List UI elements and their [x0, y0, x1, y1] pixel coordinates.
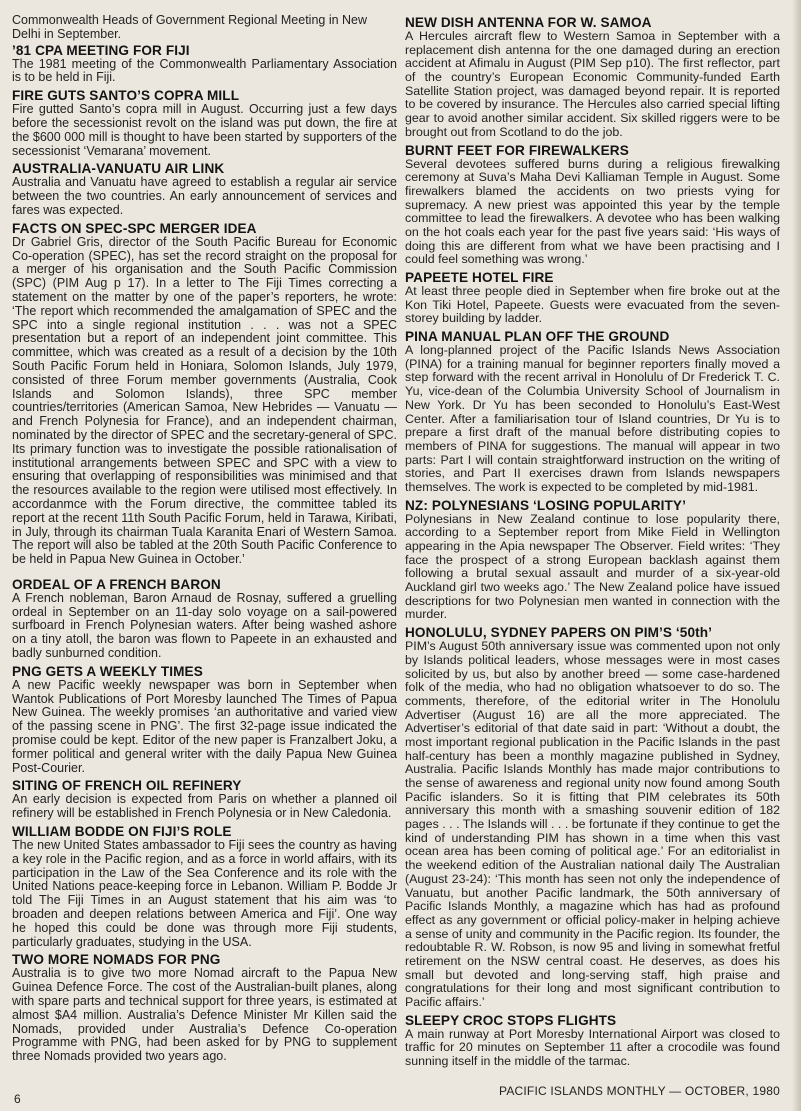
article-hotel-fire [405, 270, 780, 326]
headline: NEW DISH ANTENNA FOR W. SAMOA [405, 15, 652, 30]
article-body: An early decision is expected from Paris on whether a planned oil refinery will be established in French Polynesia or in New Caledonia. [12, 792, 397, 821]
article-copra-mill [12, 88, 397, 158]
headline: TWO MORE NOMADS FOR PNG [12, 952, 221, 968]
headline: WILLIAM BODDE ON FIJI’S ROLE [12, 824, 232, 840]
article-body: The new United States ambassador to Fiji sees the country as having a key role in the Pacific region, and as a force in world affairs, with its participation in the Law of the Sea Conference and its role with the United Nations peace-keeping force in Lebanon. William P. Bodde Jr told The Fiji Times in an August statement that his aim was ‘to broaden and deepen relations between America and Fiji’. One way he hoped this could be done was through more Fiji students, particularly graduates, studying in the USA. [12, 838, 397, 949]
right-column [405, 14, 780, 1072]
article-body: Dr Gabriel Gris, director of the South Pacific Bureau for Economic Co-operation (SPEC), has set the record straight on the proposal for a merger of his organisation and the South Pacific Commission (SPC) (PIM Aug p 17). In a letter to The Fiji Times correcting a statement on the matter by one of the paper’s reporters, he wrote: ‘The report which recommended the amalgamation of SPEC and the SPC into a single regional institution . . . was not a SPEC presentation but a report of an independent joint committee. This committee, which was created as a result of a decision by the 10th South Pacific Forum held in Honiara, Solomon Islands, July 1979, consisted of three Forum member governments (Australia, Cook Islands and Solomon Islands), three SPC member countries/territories (American Samoa, New Hebrides — Vanuatu — and French Polynesia for France), and an independent chairman, nominated by the director of SPEC and the secretary-general of SPC. Its primary function was to investigate the possible rationalisation of institutional arrangements between SPEC and SPC with a view to ensuring that overlapping of responsibilities was minimised and that the resources available to the region were utilised most effectively. In accordanmce with the Forum directive, the committee tabled its report at the recent 11th South Pacific Forum, held in Tarawa, Kiribati, in July, through its chairman Tuala Karanita Enari of Western Samoa. The report will also be tabled at the 20th South Pacific Conference to be held in Papua New Guinea in October.’ [12, 234, 397, 567]
headline: HONOLULU, SYDNEY PAPERS ON PIM’S ‘50th’ [405, 625, 713, 641]
article-body: A new Pacific weekly newspaper was born in September when Wantok Publications of Port Moresby launched The Times of Papua New Guinea. The weekly promises ‘an authoritative and varied view of the passing scene in PNG’. The first 32-page issue indicated the promise could be kept. Editor of the new paper is Franzalbert Joku, a former political and general writer with the daily Papua New Guinea Post-Courier. [12, 677, 397, 775]
article-body: Australia and Vanuatu have agreed to establish a regular air service between the two countries. An early announcement of services and fares was expected. [12, 175, 397, 217]
headline: ORDEAL OF A FRENCH BARON [12, 576, 221, 592]
article-pina-manual [405, 329, 780, 495]
article-body: Fire gutted Santo’s copra mill in August. Occurring just a few days before the secessionist revolt on the island was put down, the fire at the $600 000 mill is thought to have been started by supporters of the secessionist ‘Vemarana’ movement. [12, 102, 397, 158]
article-air-link [12, 161, 397, 217]
article-french-baron [12, 577, 397, 661]
article-body: PIM’s August 50th anniversary issue was commented upon not only by Islands political leaders, whose messages were in most cases solicited by us, but also by another breed — some case-hardened folk of the media, who had no obligation whatsoever to do so. The comments, therefore, of the editorial writer in The Honolulu Advertiser (August 16) are all the more appreciated. The Advertiser’s editorial of that date said in part: ‘Without a doubt, the most important regional publication in the Pacific Islands in the past half-century has been a monthly magazine published in Sydney, Australia. Pacific Islands Monthly has made major contributions to the sense of awareness and regional unity now found among South Pacific islanders. So it is fitting that PIM celebrates its 50th anniversary this month with a smashing souvenir edition of 182 pages . . . The Islands will . . . be fortunate if they continue to get the kind of understanding PIM has shown in a time when this vast ocean area has been coming of political age.’ For an editorialist in the weekend edition of the Australian national daily The Australian (August 23-24): ‘This month has seen not only the independence of Vanuatu, but another Pacific landmark, the 50th anniversary of Pacific Islands Monthly, a magazine which has had as profound effect as any government or official policy-maker in helping achieve a sense of unity and community in the Pacific region. Its founder, the redoubtable R. W. Robson, is now 95 and living in somewhat fretful retirement on the NSW central coast. He deserves, as does his small but devoted and long-serving staff, high praise and congratulations for their long and most significant contribution to Pacific affairs.’ [405, 639, 780, 1009]
headline: FIRE GUTS SANTO’S COPRA MILL [12, 88, 240, 104]
headline: ’81 CPA MEETING FOR FIJI [12, 42, 190, 58]
spacer [12, 570, 397, 576]
article-spec-spc-merger [12, 221, 397, 567]
article-body: Australia is to give two more Nomad aircraft to the Papua New Guinea Defence Force. The cost of the Australian-built planes, along with spare parts and technical support for three years, is estimated at almost $A4 million. Australia’s Defence Minister Mr Killen said the Nomads, provided under Australia’s Defence Co-operation Programme with PNG, had been asked for by PNG to supplement three Nomads provided two years ago. [12, 966, 397, 1064]
article-body: A Hercules aircraft flew to Western Samoa in September with a replacement dish antenna for the one damaged during an erection accident at Afimalu in August (PIM Sep p10). The first reflector, part of the country’s European Economic Community-funded Earth Satellite Station project, was damaged beyond repair. It is reported to be covered by insurance. The Hercules also carried special lifting gear to avoid another similar accident. Six skilled riggers were to be brought out from Scotland to do the job. [405, 29, 780, 139]
running-footer: PACIFIC ISLANDS MONTHLY — OCTOBER, 1980 [499, 1084, 780, 1098]
headline: BURNT FEET FOR FIREWALKERS [405, 142, 629, 158]
article-body: At least three people died in September when fire broke out at the Kon Tiki Hotel, Papeete. Guests were evacuated from the seven-storey building by ladder. [405, 284, 780, 326]
headline: PAPEETE HOTEL FIRE [405, 270, 554, 285]
headline: NZ: POLYNESIANS ‘LOSING POPULARITY’ [405, 497, 686, 513]
article-bodde-fiji [12, 824, 397, 949]
article-nz-polynesians [405, 498, 780, 623]
article-body: Polynesians in New Zealand continue to lose popularity there, according to a September report from Mike Field in Wellington appearing in the Apia newspaper The Observer. Field writes: ‘They face the prospect of a strong European backlash against them following a brutal sexual assault and murder of a six-year-old Auckland girl two weeks ago.’ The New Zealand police have issued descriptions for two Polynesian men wanted in connection with the murder. [405, 511, 780, 622]
article-body: A French nobleman, Baron Arnaud de Rosnay, suffered a gruelling ordeal in September on an 11-day solo voyage on a sail-powered surfboard in French Polynesian waters. After being washed ashore on a tiny atoll, the baron was flown to Papeete in an exhausted and badly sunburned condition. [12, 590, 397, 661]
article-firewalkers [405, 143, 780, 268]
headline: AUSTRALIA-VANUATU AIR LINK [12, 161, 225, 177]
article-body: The 1981 meeting of the Commonwealth Parliamentary Association is to be held in Fiji. [12, 56, 397, 85]
page-number: 6 [14, 1092, 21, 1106]
article-dish-antenna [405, 15, 780, 140]
article-png-weekly [12, 664, 397, 776]
article-body: A main runway at Port Moresby International Airport was closed to traffic for 20 minutes on September 11 after a crocodile was found sunning itself in the middle of the tarmac. [405, 1026, 780, 1069]
article-cpa-meeting [12, 43, 397, 86]
article-sleepy-croc [405, 1013, 780, 1069]
page-edge-shadow [792, 0, 801, 1111]
continued-text: Commonwealth Heads of Government Regional Meeting in New Delhi in September. [12, 13, 368, 41]
article-body: A long-planned project of the Pacific Islands News Association (PINA) for a training manual for beginner reporters finally moved a step forward with the recent arrival in Honolulu of Dr Frederick T. C. Yu, vice-dean of the Columbia University School of Journalism in New York. Dr Yu has been seconded to Honolulu’s East-West Center. After a familiarisation tour of Island countries, Dr Yu is to prepare a first draft of the manual before distributing copies to members of PINA for suggestions. The manual will appear in two parts: Part I will contain straightforward instruction on the writing of stories, and Part II exercises drawn from Islands newspapers themselves. The work is expected to be completed by mid-1981. [405, 343, 780, 494]
headline: FACTS ON SPEC-SPC MERGER IDEA [12, 220, 257, 236]
article-pim-50th [405, 625, 780, 1010]
left-column [12, 14, 397, 1067]
headline: PINA MANUAL PLAN OFF THE GROUND [405, 329, 670, 345]
headline: SLEEPY CROC STOPS FLIGHTS [405, 1012, 617, 1028]
article-nomads-png [12, 952, 397, 1064]
headline: SITING OF FRENCH OIL REFINERY [12, 778, 242, 794]
article-oil-refinery [12, 778, 397, 821]
article-body: Several devotees suffered burns during a religious firewalking ceremony at Suva’s Maha Devi Kalliaman Temple in August. Some firewalkers blamed the accidents on two priests vying for supremacy. A new priest was appointed this year by the temple committee to lead the firewalkers. A devotee who has been walking on the hot coals each year for the past five years said: ‘His ways of doing this are different from what we have been practising and I could feel something was wrong.’ [405, 156, 780, 267]
headline: PNG GETS A WEEKLY TIMES [12, 663, 203, 679]
